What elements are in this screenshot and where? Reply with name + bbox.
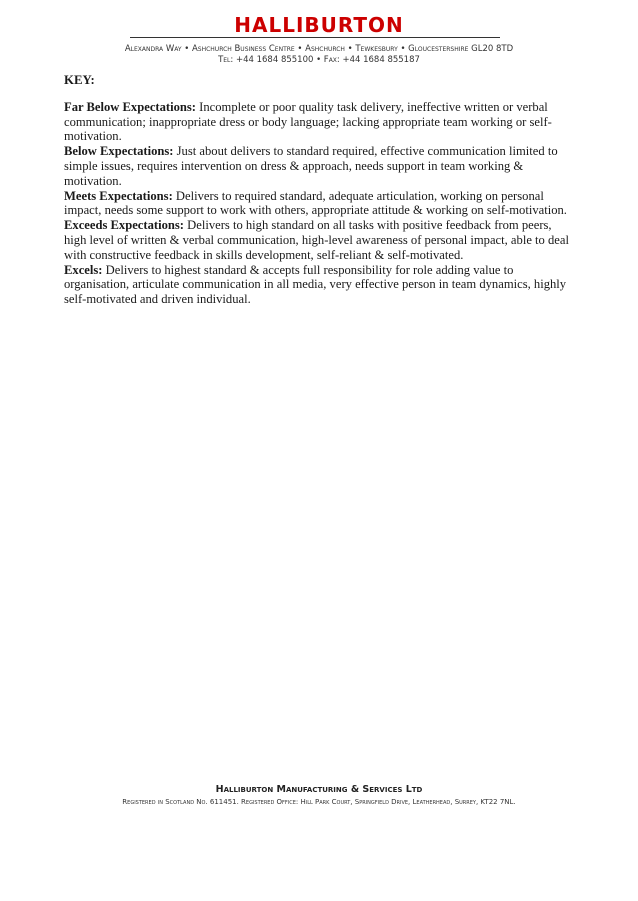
key-entry-label: Meets Expectations: (64, 188, 173, 203)
key-entry-far-below (64, 100, 574, 144)
key-heading: KEY: (64, 73, 95, 87)
key-entry-label: Far Below Expectations: (64, 99, 196, 114)
key-entry-exceeds (64, 218, 574, 262)
key-section (64, 73, 574, 307)
key-entry-below (64, 144, 574, 188)
key-entry-text: Delivers to required standard, adequate articulation, working on personal impact, needs some support to work with others, appropriate attitude & working on self-motivation. (64, 188, 567, 218)
key-entry-text: Delivers to high standard on all tasks with positive feedback from peers, high level of written & verbal communication, high-level awareness of personal impact, able to deal with constructive feedback in skills development, self-reliant & self-motivated. (64, 218, 569, 262)
key-entry-meets (64, 189, 574, 219)
header-rule (130, 37, 500, 38)
footer-company-name: Halliburton Manufacturing & Services Ltd (215, 784, 423, 795)
key-entry-label: Excels: (64, 262, 103, 277)
company-contact: Tel: +44 1684 855100 • Fax: +44 1684 855187 (218, 55, 420, 65)
key-entry-text: Just about delivers to standard required, effective communication limited to simple issues, requires intervention on dress & approach, needs support in team working & motivation. (64, 144, 558, 188)
company-address: Alexandra Way • Ashchurch Business Centre • Ashchurch • Tewkesbury • Gloucestershire GL20 8TD (124, 44, 514, 54)
company-logo: HALLIBURTON (234, 13, 404, 37)
key-entry-text: Delivers to highest standard & accepts full responsibility for role adding value to organisation, articulate communication in all media, very effective person in team dynamics, highly self-motivated and driven individual. (64, 262, 567, 307)
key-entry-label: Below Expectations: (64, 144, 174, 159)
footer-registration: Registered in Scotland No. 611451. Registered Office: Hill Park Court, Springfield Drive, Leatherhead, Surrey, KT22 7NL. (122, 798, 516, 806)
key-entry-excels (64, 263, 574, 307)
key-entry-label: Exceeds Expectations: (64, 218, 184, 233)
key-entry-text: Incomplete or poor quality task delivery, ineffective written or verbal communication; inappropriate dress or body language; lacking appropriate team working or self-motivation. (64, 99, 552, 144)
